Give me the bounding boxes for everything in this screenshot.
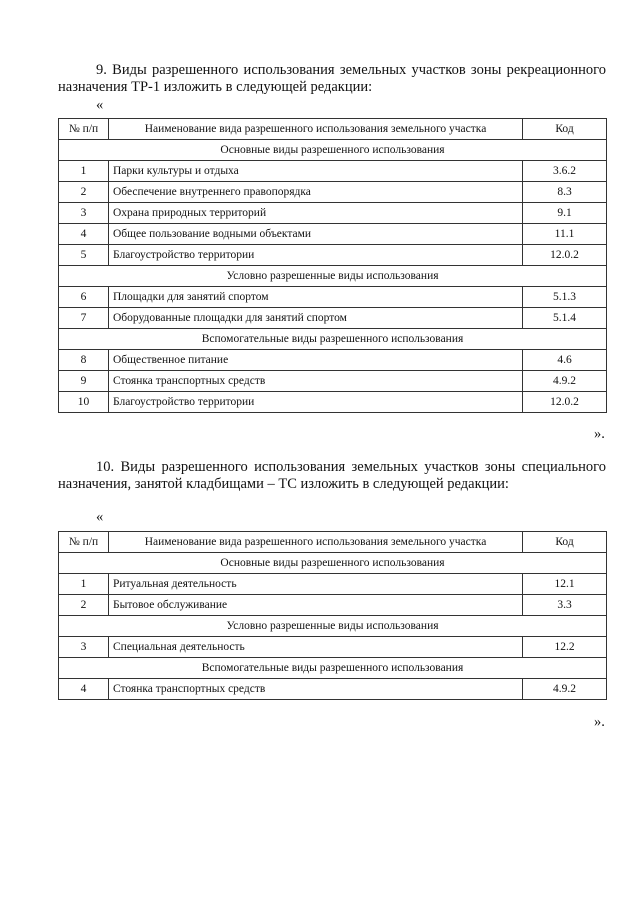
section-10-paragraph (58, 459, 606, 493)
row-code: 11.1 (523, 224, 607, 245)
table-row (59, 350, 607, 371)
row-number: 7 (59, 308, 109, 329)
row-name: Обеспечение внутреннего правопорядка (109, 182, 523, 203)
group-heading: Условно разрешенные виды использования (59, 616, 607, 637)
table-row (59, 679, 607, 700)
section-9-open-quote: « (96, 97, 104, 113)
header-num: № п/п (59, 532, 109, 553)
group-heading-row (59, 329, 607, 350)
section-10-number: 10. (96, 459, 115, 475)
row-code: 4.6 (523, 350, 607, 371)
row-code: 12.1 (523, 574, 607, 595)
row-name: Охрана природных территорий (109, 203, 523, 224)
group-heading: Основные виды разрешенного использования (59, 140, 607, 161)
row-name: Благоустройство территории (109, 245, 523, 266)
table-row (59, 595, 607, 616)
row-code: 4.9.2 (523, 371, 607, 392)
row-number: 2 (59, 182, 109, 203)
row-number: 4 (59, 224, 109, 245)
section-9-close-quote: ». (594, 426, 605, 442)
header-name: Наименование вида разрешенного использования земельного участка (109, 532, 523, 553)
row-number: 3 (59, 203, 109, 224)
row-code: 5.1.4 (523, 308, 607, 329)
table-row (59, 224, 607, 245)
section-10-close-quote: ». (594, 714, 605, 730)
row-number: 3 (59, 637, 109, 658)
table-row (59, 203, 607, 224)
group-heading-row (59, 140, 607, 161)
row-code: 12.0.2 (523, 245, 607, 266)
table-row (59, 245, 607, 266)
table-row (59, 574, 607, 595)
section-9-table (58, 118, 607, 413)
row-code: 12.0.2 (523, 392, 607, 413)
table-row (59, 637, 607, 658)
group-heading: Условно разрешенные виды использования (59, 266, 607, 287)
row-code: 4.9.2 (523, 679, 607, 700)
table-row (59, 371, 607, 392)
section-9-number: 9. (96, 62, 107, 78)
row-name: Специальная деятельность (109, 637, 523, 658)
row-name: Ритуальная деятельность (109, 574, 523, 595)
row-number: 5 (59, 245, 109, 266)
section-9-paragraph (58, 62, 606, 96)
header-num: № п/п (59, 119, 109, 140)
row-code: 3.6.2 (523, 161, 607, 182)
section-10-table (58, 531, 607, 700)
row-name: Общественное питание (109, 350, 523, 371)
table-row (59, 182, 607, 203)
group-heading: Вспомогательные виды разрешенного использования (59, 329, 607, 350)
row-number: 1 (59, 161, 109, 182)
table-row (59, 161, 607, 182)
row-name: Общее пользование водными объектами (109, 224, 523, 245)
row-code: 8.3 (523, 182, 607, 203)
table-row (59, 392, 607, 413)
section-9-text: Виды разрешенного использования земельных участков зоны рекреационного назначения ТР-1 изложить в следующей редакции: (58, 62, 606, 95)
row-name: Стоянка транспортных средств (109, 371, 523, 392)
group-heading-row (59, 266, 607, 287)
row-code: 9.1 (523, 203, 607, 224)
header-code: Код (523, 532, 607, 553)
row-name: Бытовое обслуживание (109, 595, 523, 616)
header-code: Код (523, 119, 607, 140)
table-row (59, 308, 607, 329)
row-number: 4 (59, 679, 109, 700)
row-code: 12.2 (523, 637, 607, 658)
header-name: Наименование вида разрешенного использования земельного участка (109, 119, 523, 140)
row-name: Парки культуры и отдыха (109, 161, 523, 182)
table-header-row (59, 119, 607, 140)
group-heading-row (59, 616, 607, 637)
group-heading-row (59, 658, 607, 679)
row-number: 9 (59, 371, 109, 392)
row-number: 8 (59, 350, 109, 371)
row-name: Стоянка транспортных средств (109, 679, 523, 700)
row-number: 6 (59, 287, 109, 308)
row-name: Площадки для занятий спортом (109, 287, 523, 308)
group-heading: Вспомогательные виды разрешенного использования (59, 658, 607, 679)
section-10-text: Виды разрешенного использования земельных участков зоны специального назначения, занятой кладбищами – ТС изложить в следующей редакции: (58, 459, 607, 492)
row-name: Благоустройство территории (109, 392, 523, 413)
row-name: Оборудованные площадки для занятий спортом (109, 308, 523, 329)
row-code: 3.3 (523, 595, 607, 616)
row-number: 2 (59, 595, 109, 616)
row-number: 1 (59, 574, 109, 595)
group-heading: Основные виды разрешенного использования (59, 553, 607, 574)
group-heading-row (59, 553, 607, 574)
row-code: 5.1.3 (523, 287, 607, 308)
row-number: 10 (59, 392, 109, 413)
table-row (59, 287, 607, 308)
table-header-row (59, 532, 607, 553)
section-10-open-quote: « (96, 509, 104, 525)
